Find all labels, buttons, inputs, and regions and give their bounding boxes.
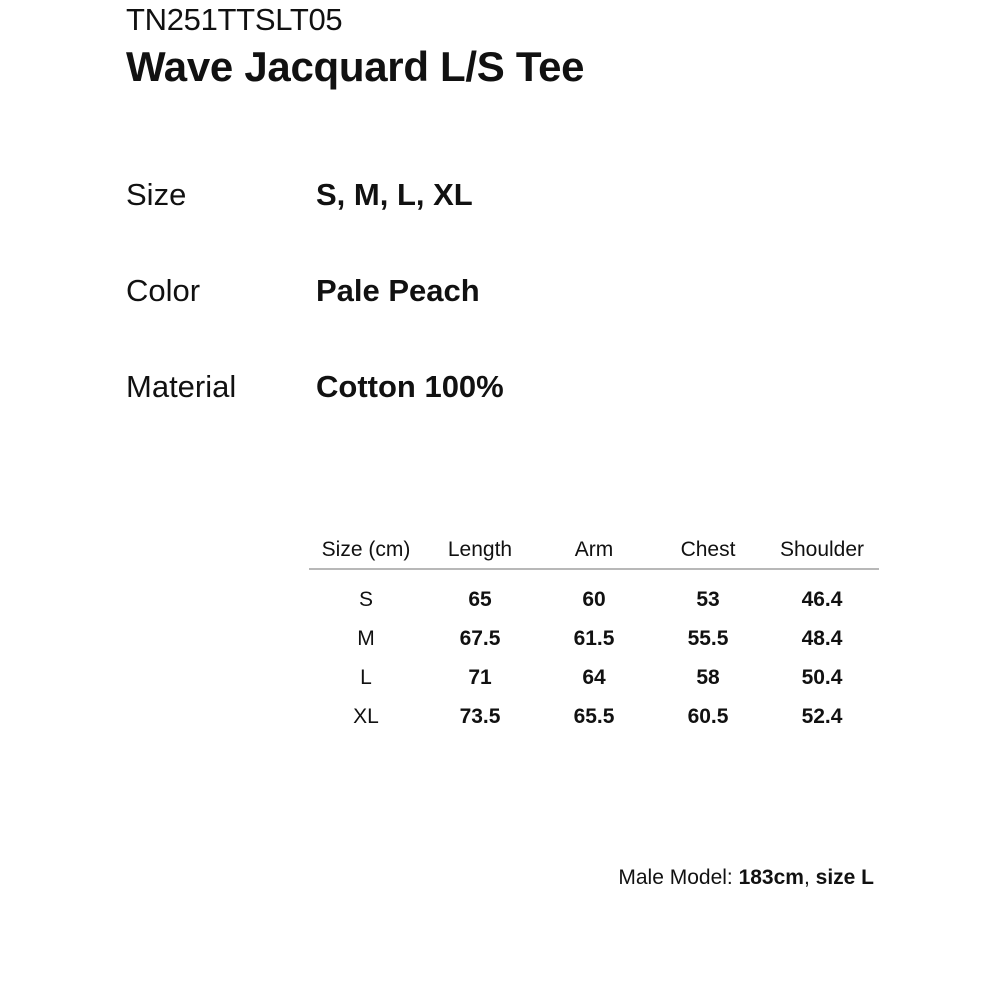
table-cell-chest: 53 [696,587,720,611]
size-value: S, M, L, XL [316,177,473,212]
table-cell-shoulder: 48.4 [801,626,843,650]
column-header-size: Size (cm) [309,532,423,569]
table-cell-size: XL [353,704,379,728]
table-cell-chest: 58 [696,665,720,689]
product-code: TN251TTSLT05 [126,2,343,37]
product-title: Wave Jacquard L/S Tee [126,43,585,90]
table-cell-chest: 55.5 [687,626,729,650]
model-size: size L [815,866,874,889]
table-cell-length: 67.5 [459,626,501,650]
model-info [618,864,874,892]
table-row [309,658,879,697]
color-value: Pale Peach [316,273,480,308]
table-cell-shoulder: 50.4 [801,665,843,689]
material-label: Material [126,369,237,404]
table-cell-arm: 60 [582,587,606,611]
table-cell-length: 71 [468,665,492,689]
table-cell-chest: 60.5 [687,704,729,728]
model-info-separator: , [803,866,816,889]
table-cell-shoulder: 46.4 [801,587,843,611]
table-cell-arm: 61.5 [573,626,615,650]
material-value: Cotton 100% [316,369,504,404]
model-info-label: Male Model: [618,866,739,889]
column-header-length: Length [423,532,537,569]
size-label: Size [126,177,187,212]
column-header-arm: Arm [537,532,651,569]
table-cell-arm: 65.5 [573,704,615,728]
table-cell-arm: 64 [582,665,606,689]
color-label: Color [126,273,201,308]
table-row [309,697,879,736]
table-cell-shoulder: 52.4 [801,704,843,728]
table-cell-length: 65 [468,587,492,611]
table-cell-size: L [360,665,372,689]
table-cell-length: 73.5 [459,704,501,728]
model-height: 183cm [738,866,804,889]
table-cell-size: S [358,587,373,611]
table-cell-size: M [357,626,375,650]
table-row [309,569,879,619]
column-header-shoulder: Shoulder [765,532,879,569]
column-header-chest: Chest [651,532,765,569]
table-row [309,619,879,658]
size-chart-header-row [309,532,879,569]
size-chart-table [309,532,879,736]
